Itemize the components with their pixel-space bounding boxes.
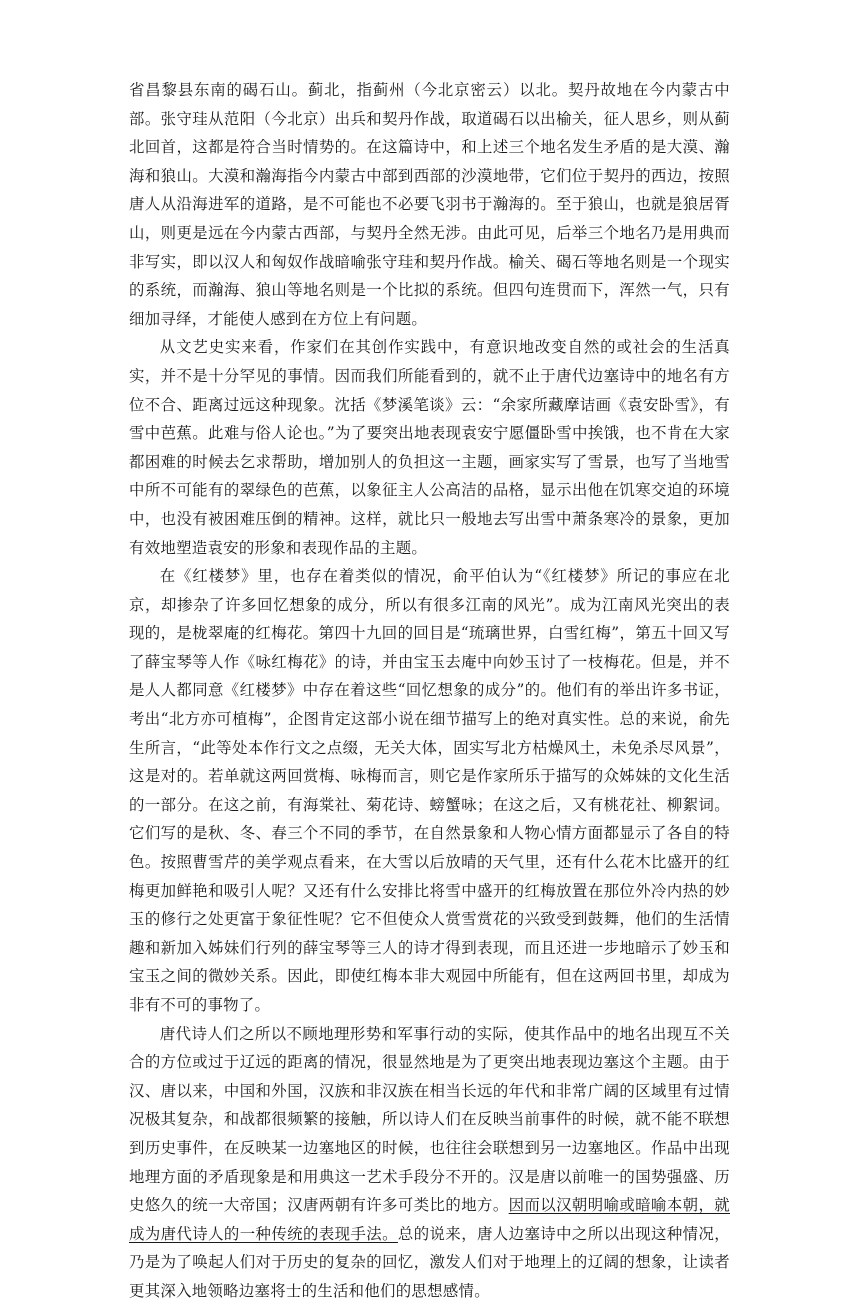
- document-body: [129, 76, 730, 1306]
- paragraph-4-text-after: 总的说来，唐人边塞诗中之所以出现这种情况，乃是为了唤起人们对于历史的复杂的回忆，激发人们对于地理上的辽阔的想象，让读者更其深入地领略边塞将士的生活和他们的思想感情。: [129, 1224, 730, 1300]
- paragraph-4: [129, 1020, 730, 1306]
- underlined-sentence: 因而以汉朝明喻或暗喻本朝，就成为唐代诗人的一种传统的表现手法。: [129, 1196, 730, 1243]
- paragraph-3: 在《红楼梦》里，也存在着类似的情况，俞平伯认为“《红楼梦》所记的事应在北京，却掺杂了许多回忆想象的成分，所以有很多江南的风光”。成为江南风光突出的表现的，是栊翠庵的红梅花。第四十九回的回目是“琉璃世界，白雪红梅”，第五十回又写了薛宝琴等人作《咏红梅花》的诗，并由宝玉去庵中向妙玉讨了一枝梅花。但是，并不是人人都同意《红楼梦》中存在着这些“回忆想象的成分”的。他们有的举出许多书证，考出“北方亦可植梅”，企图肯定这部小说在细节描写上的绝对真实性。总的来说，俞先生所言，“此等处本作行文之点缀，无关大体，固实写北方枯燥风土，未免杀尽风景”，这是对的。若单就这两回赏梅、咏梅而言，则它是作家所乐于描写的众姊妹的文化生活的一部分。在这之前，有海棠社、菊花诗、螃蟹咏；在这之后，又有桃花社、柳絮词。它们写的是秋、冬、春三个不同的季节，在自然景象和人物心情方面都显示了各自的特色。按照曹雪芹的美学观点看来，在大雪以后放晴的天气里，还有什么花木比盛开的红梅更加鲜艳和吸引人呢？又还有什么安排比将雪中盛开的红梅放置在那位外冷内热的妙玉的修行之处更富于象征性呢？它不但使众人赏雪赏花的兴致受到鼓舞，他们的生活情趣和新加入姊妹们行列的薛宝琴等三人的诗才得到表现，而且还进一步地暗示了妙玉和宝玉之间的微妙关系。因此，即使红梅本非大观园中所能有，但在这两回书里，却成为非有不可的事物了。: [129, 567, 730, 1014]
- paragraph-4-text-before: 唐代诗人们之所以不顾地理形势和军事行动的实际，使其作品中的地名出现互不关合的方位或过于辽远的距离的情况，很显然地是为了更突出地表现边塞这个主题。由于汉、唐以来，中国和外国，汉族和非汉族在相当长远的年代和非常广阔的区域里有过情况极其复杂，和战都很频繁的接触，所以诗人们在反映当前事件的时候，就不能不联想到历史事件，在反映某一边塞地区的时候，也往往会联想到另一边塞地区。作品中出现地理方面的矛盾现象是和用典这一艺术手段分不开的。汉是唐以前唯一的国势强盛、历史悠久的统一大帝国；汉唐两朝有许多可类比的地方。: [129, 1024, 730, 1215]
- paragraph-2: 从文艺史实来看，作家们在其创作实践中，有意识地改变自然的或社会的生活真实，并不是十分罕见的事情。因而我们所能看到的，就不止于唐代边塞诗中的地名有方位不合、距离过远这种现象。沈括《梦溪笔谈》云：“余家所藏摩诘画《袁安卧雪》，有雪中芭蕉。此难与俗人论也。”为了要突出地表现袁安宁愿僵卧雪中挨饿，也不肯在大家都困难的时候去乞求帮助，增加别人的负担这一主题，画家实写了雪景，也写了当地雪中所不可能有的翠绿色的芭蕉，以象征主人公高洁的品格，显示出他在饥寒交迫的环境中，也没有被困难压倒的精神。这样，就比只一般地去写出雪中萧条寒冷的景象，更加有效地塑造袁安的形象和表现作品的主题。: [129, 338, 730, 557]
- paragraph-1: 省昌黎县东南的碣石山。蓟北，指蓟州（今北京密云）以北。契丹故地在今内蒙古中部。张守珪从范阳（今北京）出兵和契丹作战，取道碣石以出榆关，征人思乡，则从蓟北回首，这都是符合当时情势的。在这篇诗中，和上述三个地名发生矛盾的是大漠、瀚海和狼山。大漠和瀚海指今内蒙古中部到西部的沙漠地带，它们位于契丹的西边，按照唐人从沿海进军的道路，是不可能也不必要飞羽书于瀚海的。至于狼山，也就是狼居胥山，则更是远在今内蒙古西部，与契丹全然无涉。由此可见，后举三个地名乃是用典而非写实，即以汉人和匈奴作战暗喻张守珪和契丹作战。榆关、碣石等地名则是一个现实的系统，而瀚海、狼山等地名则是一个比拟的系统。但四句连贯而下，浑然一气，只有细加寻绎，才能使人感到在方位上有问题。: [129, 81, 730, 328]
